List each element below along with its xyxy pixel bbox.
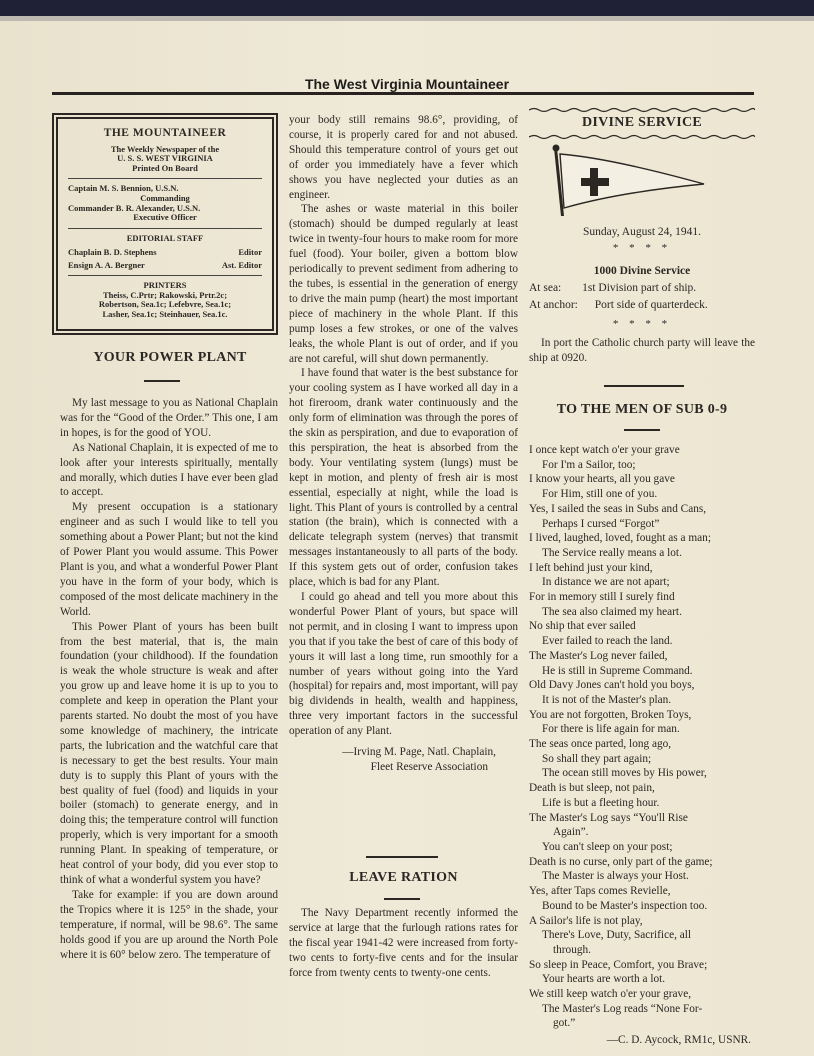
scan-top-band: [0, 0, 814, 16]
asst-editor-role: Ast. Editor: [221, 259, 262, 270]
paragraph: As National Chaplain, it is expected of me to look after your interests spiritually, mentally and morally, which duties I have ever been glad to accept.: [60, 441, 278, 499]
poem-line: The Master's Log never failed,: [529, 649, 668, 662]
poem-line: I left behind just your kind,: [529, 561, 653, 574]
at-anchor-label: At anchor:: [529, 299, 578, 311]
at-sea-row: [529, 282, 755, 294]
paragraph: The Navy Department recently informed the service at large that the furlough rations rates for the fiscal year 1941-42 were increased from forty-two cents to forty-five cents and for the insular force from twenty cents to twenty-one cents.: [289, 907, 518, 979]
at-sea-value: 1st Division part of ship.: [582, 282, 697, 294]
divider: [68, 275, 262, 276]
poem-line: There's Love, Duty, Sacrifice, all: [542, 929, 692, 942]
staff-sub2: U. S. S. WEST VIRGINIA: [117, 153, 213, 164]
editorial-heading: EDITORIAL STAFF: [126, 233, 204, 244]
title-rule: [144, 380, 180, 382]
staff-commander: Commander B. R. Alexander, U.S.N.: [68, 202, 201, 213]
stars-divider: * * * *: [612, 242, 672, 254]
church-pennant-icon: [550, 144, 710, 216]
poem-line: So sleep in Peace, Comfort, you Brave;: [529, 958, 708, 971]
poem-line: Death is no curse, only part of the game;: [529, 855, 713, 868]
poem-line: For Him, still one of you.: [542, 488, 658, 501]
poem-line: I once kept watch o'er your grave: [529, 444, 680, 456]
poem-body: [529, 443, 755, 1031]
at-sea-label: At sea:: [529, 282, 562, 294]
poem-signature: —C. D. Aycock, RM1c, USNR.: [606, 1034, 751, 1046]
staff-box: [52, 113, 278, 335]
paragraph: This Power Plant of yours has been built from the best material, that is, the main foundation (your childhood). If the foundation is weak the whole structure is weak and after you grow up and leave home it is up to you to complete and keep in operation the Plant your parents started. No doubt the most of you have some knowledge of machinery, the intricate parts, the lubrication and the watchful care that is necessary to get the best results. Your main duty is to supply this Plant of yours with the best quality of fuel (food) and liquids in your boiler (stomach) to generate energy, and in doing this; the temperature control will function properly, which is very important for a smooth running Plant. In speaking of temperature, or heat control of your body, did you ever stop to think of what a wonderful system you have?: [60, 620, 278, 886]
paragraph: In port the Catholic church party will leave the ship at 0920.: [529, 337, 755, 364]
poem-line: Yes, after Taps comes Revielle,: [529, 885, 671, 898]
poem-line: Yes, I sailed the seas in Subs and Cans,: [529, 502, 707, 515]
service-time: 1000 Divine Service: [593, 265, 691, 277]
paragraph: your body still remains 98.6°, providing, of course, it is properly cared for and not abused. Should this temperature control of yours get out of order you immediately have a fever which shows you have neglected your duties as an engineer.: [289, 114, 518, 201]
section-rule: [604, 385, 684, 387]
at-anchor-value: Port side of quarterdeck.: [594, 299, 708, 311]
section-rule: [366, 856, 438, 858]
printers-line: Lasher, Sea.1c; Steinhauer, Sea.1c.: [102, 309, 228, 320]
masthead: The West Virginia Mountaineer: [304, 76, 510, 92]
poem-line: Old Davy Jones can't hold you boys,: [529, 679, 695, 692]
service-date: Sunday, August 24, 1941.: [582, 226, 702, 238]
stars-divider: * * * *: [612, 318, 672, 330]
poem-line: Death is but sleep, not pain,: [529, 782, 655, 795]
poem-line: got.”: [553, 1017, 576, 1030]
poem-line: You are not forgotten, Broken Toys,: [529, 708, 692, 721]
editor-role: Editor: [238, 246, 262, 257]
poem-line: Bound to be Master's inspection too.: [542, 899, 708, 912]
poem-line: For I'm a Sailor, too;: [542, 458, 636, 471]
poem-line: The Service really means a lot.: [542, 546, 682, 559]
divider: [68, 228, 262, 229]
poem-line: I lived, laughed, loved, fought as a man;: [529, 532, 711, 545]
poem-line: The ocean still moves by His power,: [542, 767, 707, 780]
staff-captain-role: Commanding: [140, 192, 190, 203]
staff-title: THE MOUNTAINEER: [103, 127, 227, 139]
wavy-rule: [529, 133, 755, 141]
poem-line: So shall they part again;: [542, 752, 652, 765]
poem-line: The Master's Log reads “None For-: [542, 1002, 703, 1015]
poem-line: For there is life again for man.: [542, 723, 680, 736]
poem-line: through.: [553, 943, 591, 956]
poem-line: It is not of the Master's plan.: [542, 693, 672, 706]
poem-line: The Master is always your Host.: [542, 870, 689, 883]
poem-line: I know your hearts, all you gave: [529, 473, 675, 486]
divine-service-title: DIVINE SERVICE: [581, 115, 702, 130]
divider: [68, 178, 262, 179]
leave-ration-body: [289, 906, 518, 981]
title-rule: [384, 898, 420, 900]
poem-line: In distance we are not apart;: [542, 576, 670, 589]
power-plant-col2: [289, 113, 518, 775]
service-note: [529, 336, 755, 366]
poem-line: The sea also claimed my heart.: [542, 605, 682, 618]
power-plant-title: YOUR POWER PLANT: [93, 350, 247, 365]
poem-line: You can't sleep on your post;: [542, 840, 673, 853]
asst-editor-name: Ensign A. A. Bergner: [68, 259, 145, 270]
asst-editor-row: [68, 260, 262, 270]
paragraph: The ashes or waste material in this boiler (stomach) should be dumped regularly at least twice in twenty-four hours to make room for more fuel (food). Your boiler, given a bottom blow periodically to prevent sediment from adhering to the tubes, is essential in the generation of energy to drive the main pump (heart) the most important piece of machinery in the whole Plant. If this pump loses a few strokes, or one of the valves leaks, the whole Plant is out of order, and if you are not careful, will shut down permanently.: [289, 203, 518, 365]
staff-sub1: The Weekly Newspaper of the: [110, 144, 220, 154]
paragraph: I could go ahead and tell you more about this wonderful Power Plant of yours, but space will not permit, and in closing I want to impress upon you that if you take the best of care of this body of yours it will last a long time, run smoothly for a number of years without going into the Yard (hospital) for repairs and, most important, will pay big dividends in health, wealth and happiness, three very important factors in the successful operation of any Plant.: [289, 591, 518, 738]
printers-line: Theiss, C.Prtr; Rakowski, Prtr.2c;: [102, 289, 228, 300]
editor-row: [68, 247, 262, 257]
poem-line: A Sailor's life is not play,: [529, 914, 643, 927]
staff-captain: Captain M. S. Bennion, U.S.N.: [68, 183, 179, 194]
paragraph: My present occupation is a stationary engineer and as such I would like to tell you something about a Power Plant; but not the kind of Power Plant you would assume. This Power Plant is you, and what a wonderful Power Plant you have in the form of your body, which is composed of the most delicate machinery in the World.: [60, 501, 278, 618]
printers-heading: PRINTERS: [143, 279, 187, 290]
masthead-rule: [52, 92, 754, 95]
staff-commander-role: Executive Officer: [133, 212, 197, 223]
poem-line: For in memory still I surely find: [529, 591, 675, 604]
printers-line: Robertson, Sea.1c; Lefebvre, Sea.1c;: [98, 299, 232, 310]
poem-line: The Master's Log says “You'll Rise: [529, 811, 688, 824]
poem-line: He is still in Supreme Command.: [542, 664, 693, 677]
power-plant-signature: —Irving M. Page, Natl. Chaplain,: [342, 746, 496, 759]
paragraph: I have found that water is the best substance for your cooling system as I have worked all day in a hot fireroom, drank water continuously and the only form of elimination was through the pores of the skin as perspiration, and due to evaporation of this perspiration, the heat is absorbed from the body. Your ventilating system (lungs) must be kept in motion, and plenty of fresh air is most essential, especially at night, while the load is light. This Plant of yours is controlled by a central station (the brain), which is connected with a delicate telegraph system (nerves) that transmit messages instantaneously to all parts of the body. If this system gets out of order, confusion takes place, which is bad for any Plant.: [289, 367, 518, 589]
poem-line: Life is but a fleeting hour.: [542, 796, 660, 809]
poem-line: Your hearts are worth a lot.: [542, 973, 666, 986]
poem-title: TO THE MEN OF SUB 0-9: [556, 402, 728, 417]
poem-line: No ship that ever sailed: [529, 620, 636, 633]
paragraph: My last message to you as National Chaplain was for the “Good of the Order.” This one, I am in hopes, is for the good of YOU.: [60, 397, 278, 439]
poem-line: Again”.: [553, 826, 589, 839]
staff-sub3: Printed On Board: [132, 162, 198, 173]
power-plant-col1: [60, 396, 278, 962]
power-plant-signature-org: Fleet Reserve Association: [370, 761, 488, 774]
poem-line: Ever failed to reach the land.: [542, 635, 673, 648]
paragraph: Take for example: if you are down around the Tropics where it is 125° in the shade, your temperature, if normal, will be 98.6°. The same holds good if you are up around the North Pole where it is 60° below zero. The temperature of: [60, 888, 278, 961]
poem-line: Perhaps I cursed “Forgot”: [542, 517, 660, 530]
poem-line: The seas once parted, long ago,: [529, 738, 672, 751]
editor-name: Chaplain B. D. Stephens: [68, 246, 157, 257]
poem-line: We still keep watch o'er your grave,: [529, 988, 692, 1001]
leave-ration-title: LEAVE RATION: [349, 870, 458, 885]
title-rule: [624, 429, 660, 431]
at-anchor-row: [529, 299, 755, 311]
wavy-rule: [529, 106, 755, 114]
